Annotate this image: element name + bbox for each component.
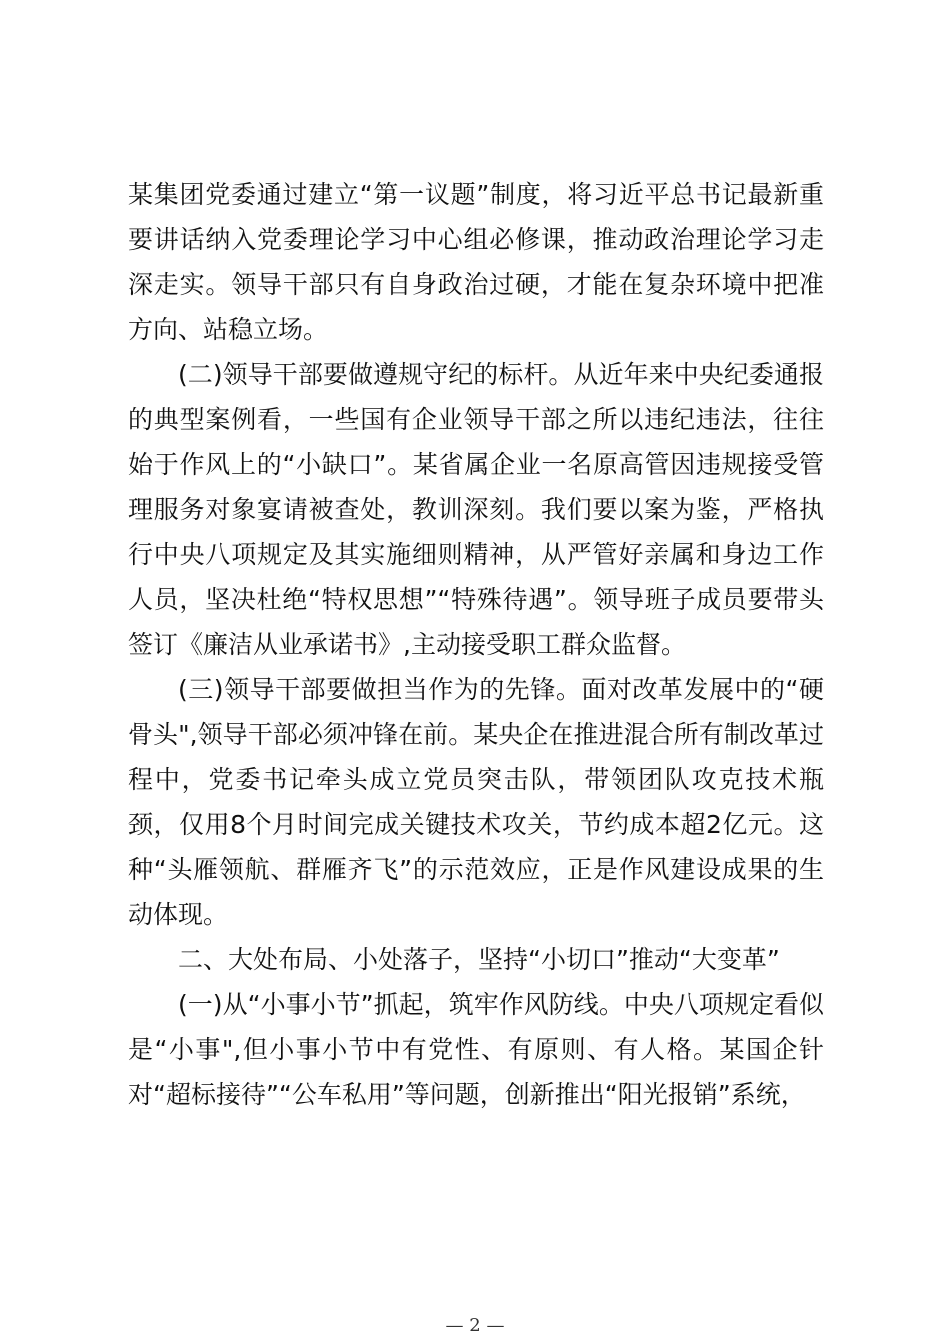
section-heading: 二、大处布局、小处落子，坚持“小切口”推动“大变革”	[178, 945, 780, 974]
paragraph-4: (一)从“小事小节”抓起，筑牢作风防线。中央八项规定看似是“小事",但小事小节中有党性、有原则、有人格。某国企针对“超标接待”“公车私用”等问题，创新推出“阳光报销”系统，	[128, 990, 824, 1109]
paragraph-2: (二)领导干部要做遵规守纪的标杆。从近年来中央纪委通报的典型案例看，一些国有企业领导干部之所以违纪违法，往往始于作风上的“小缺口”。某省属企业一名原高管因违规接受管理服务对象宴请被查处，教训深刻。我们要以案为鉴，严格执行中央八项规定及其实施细则精神，从严管好亲属和身边工作人员，坚决杜绝“特权思想”“特殊待遇”。领导班子成员要带头签订《廉洁从业承诺书》,主动接受职工群众监督。	[128, 360, 824, 659]
document-body	[128, 172, 824, 1117]
page-number: — 2 —	[445, 1315, 505, 1336]
paragraph-1: 某集团党委通过建立“第一议题”制度，将习近平总书记最新重要讲话纳入党委理论学习中心组必修课，推动政治理论学习走深走实。领导干部只有自身政治过硬，才能在复杂环境中把准方向、站稳立场。	[128, 180, 824, 344]
paragraph-3: (三)领导干部要做担当作为的先锋。面对改革发展中的“硬骨头",领导干部必须冲锋在前。某央企在推进混合所有制改革过程中，党委书记牵头成立党员突击队，带领团队攻克技术瓶颈，仅用8个月时间完成关键技术攻关，节约成本超2亿元。这种“头雁领航、群雁齐飞”的示范效应，正是作风建设成果的生动体现。	[128, 675, 824, 929]
